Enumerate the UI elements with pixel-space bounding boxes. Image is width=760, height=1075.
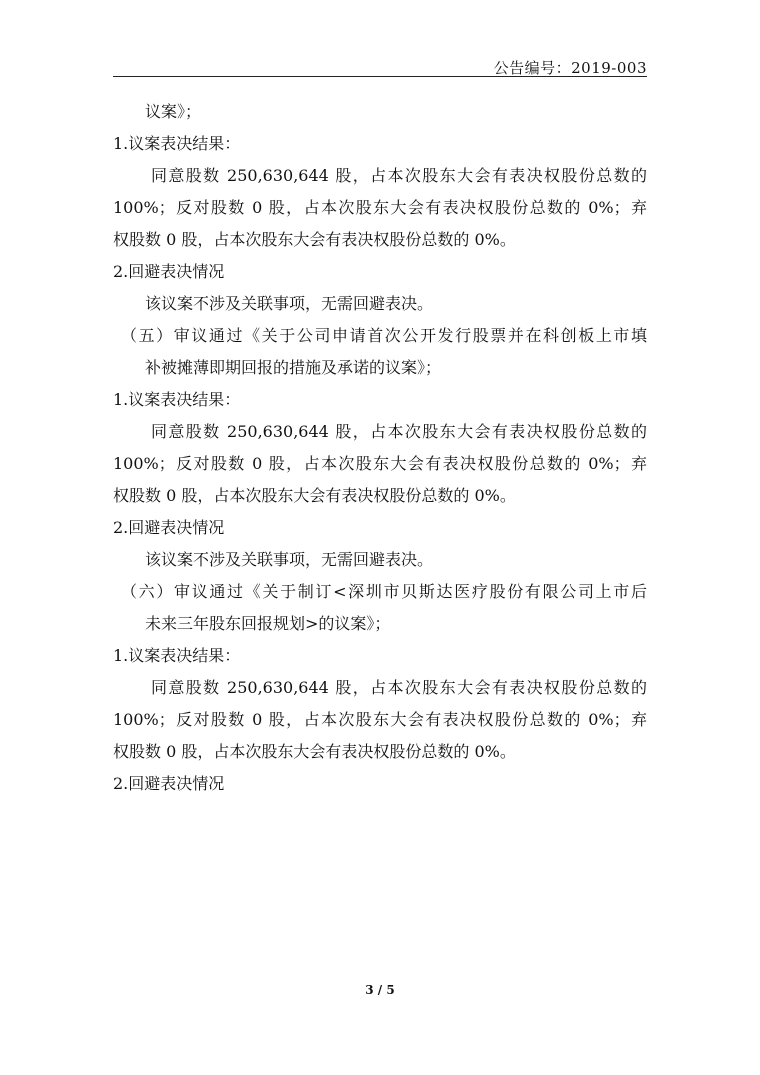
section-heading: 1.议案表决结果： (113, 646, 241, 665)
section-heading: 2.回避表决情况 (113, 262, 225, 281)
paragraph-line: 权股数 0 股，占本次股东大会有表决权股份总数的 0%。 (113, 230, 516, 249)
announcement-number: 公告编号：2019-003 (493, 59, 647, 77)
page-number: 3 / 5 (365, 983, 395, 997)
resolution-title: （六）审议通过《关于制订<深圳市贝斯达医疗股份有限公司上市后 (121, 582, 647, 601)
section-heading: 1.议案表决结果： (113, 134, 241, 153)
paragraph-line: 100%；反对股数 0 股，占本次股东大会有表决权股份总数的 0%；弃 (113, 198, 647, 217)
paragraph-line: 权股数 0 股，占本次股东大会有表决权股份总数的 0%。 (113, 742, 516, 761)
resolution-title: （五）审议通过《关于公司申请首次公开发行股票并在科创板上市填 (121, 326, 647, 345)
section-heading: 2.回避表决情况 (113, 774, 225, 793)
paragraph-line: 同意股数 250,630,644 股，占本次股东大会有表决权股份总数的 (151, 166, 647, 185)
paragraph-line: 100%；反对股数 0 股，占本次股东大会有表决权股份总数的 0%；弃 (113, 710, 647, 729)
document-body (113, 96, 647, 800)
section-heading: 1.议案表决结果： (113, 390, 241, 409)
paragraph-line: 该议案不涉及关联事项，无需回避表决。 (145, 550, 434, 569)
paragraph-line: 100%；反对股数 0 股，占本次股东大会有表决权股份总数的 0%；弃 (113, 454, 647, 473)
section-heading: 2.回避表决情况 (113, 518, 225, 537)
header-divider (113, 76, 647, 77)
resolution-title: 补被摊薄即期回报的措施及承诺的议案》； (145, 358, 442, 377)
paragraph-line: 同意股数 250,630,644 股，占本次股东大会有表决权股份总数的 (151, 678, 647, 697)
paragraph-line: 该议案不涉及关联事项，无需回避表决。 (145, 294, 434, 313)
resolution-title: 未来三年股东回报规划>的议案》； (145, 614, 391, 633)
paragraph-line: 议案》； (145, 102, 202, 121)
paragraph-line: 同意股数 250,630,644 股，占本次股东大会有表决权股份总数的 (151, 422, 647, 441)
paragraph-line: 权股数 0 股，占本次股东大会有表决权股份总数的 0%。 (113, 486, 516, 505)
